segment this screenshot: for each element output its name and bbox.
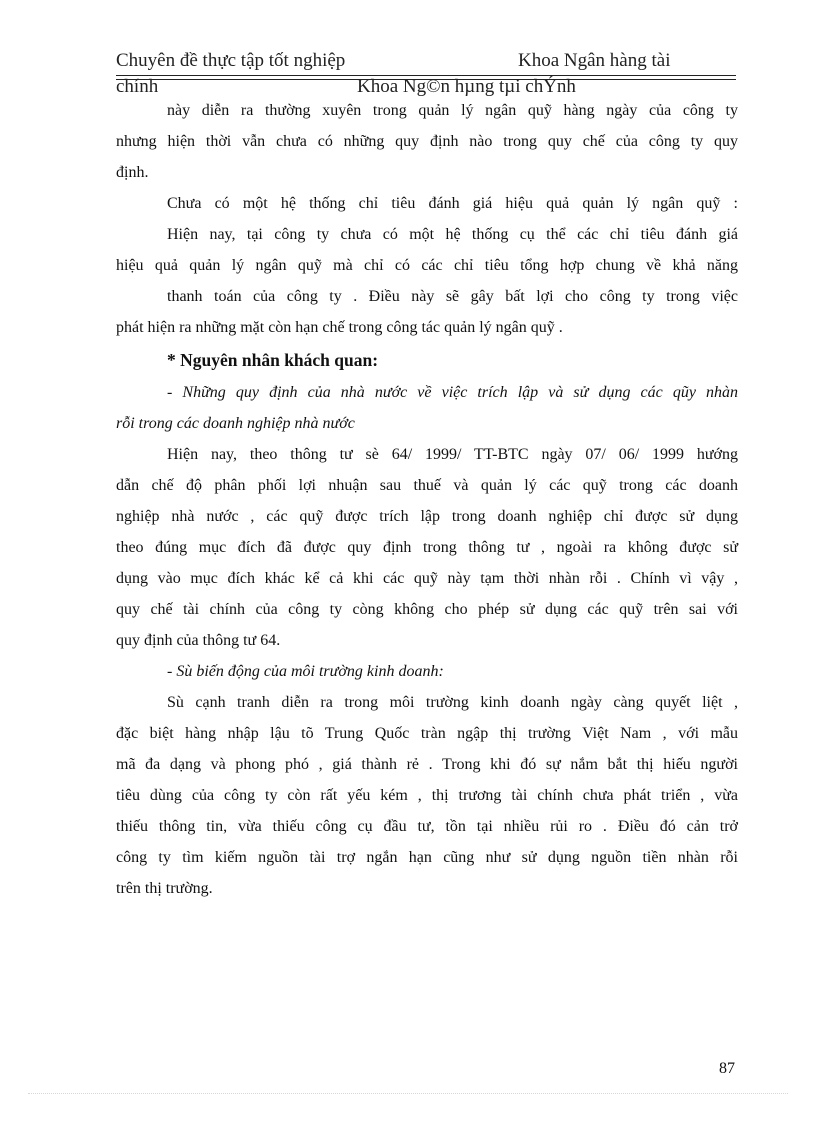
body-line: Sù cạnh tranh diễn ra trong môi trường kinh doanh ngày càng quyết liệt ,	[167, 694, 738, 711]
body-line: đặc biệt hàng nhập lậu tõ Trung Quốc tràn ngập thị trường Việt Nam , với mẫu	[116, 725, 738, 742]
body-line: hiệu quả quản lý ngân quỹ mà chỉ có các chỉ tiêu tổng hợp chung về khả năng	[116, 257, 738, 274]
body-line: thanh toán của công ty . Điều này sẽ gây bất lợi cho công ty trong việc	[167, 288, 738, 305]
document-body	[116, 95, 738, 904]
body-line: công ty tìm kiếm nguồn tài trợ ngắn hạn cũng như sử dụng nguồn tiền nhàn rỗi	[116, 849, 738, 866]
body-line: theo đúng mục đích đã được quy định trong thông tư , ngoài ra không được sử	[116, 539, 738, 556]
body-line: Chưa có một hệ thống chỉ tiêu đánh giá hiệu quả quản lý ngân quỹ :	[167, 195, 738, 212]
body-line: dẫn chế độ phân phối lợi nhuận sau thuế và quản lý các quỹ trong các doanh	[116, 477, 738, 494]
body-line: trên thị trường.	[116, 880, 213, 897]
body-line: quy chế tài chính của công ty còng không cho phép sử dụng các quỹ trên sai với	[116, 601, 738, 618]
page-number: 87	[719, 1060, 735, 1077]
body-line: nghiệp nhà nước , các quỹ được trích lập trong doanh nghiệp chỉ được sử dụng	[116, 508, 738, 525]
body-line: tiêu dùng của công ty còn rất yếu kém , thị trương tài chính chưa phát triển , vừa	[116, 787, 738, 804]
body-line: dụng vào mục đích khác kể cả khi các quỹ này tạm thời nhàn rỗi . Chính vì vậy ,	[116, 570, 738, 587]
header-right-title: Khoa Ngân hàng tài	[518, 50, 671, 71]
body-line: - Những quy định của nhà nước về việc trích lập và sử dụng các qũy nhàn	[167, 384, 738, 401]
header-left-title: Chuyên đề thực tập tốt nghiệp	[116, 50, 346, 71]
body-line: rỗi trong các doanh nghiệp nhà nước	[116, 415, 355, 432]
body-line: - Sù biến động của môi trường kinh doanh:	[167, 663, 444, 680]
section-heading: * Nguyên nhân khách quan:	[167, 350, 379, 370]
body-line: này diễn ra thường xuyên trong quản lý ngân quỹ hàng ngày của công ty	[167, 102, 738, 119]
body-line: thiếu thông tin, vừa thiếu công cụ đầu tư, tồn tại nhiều rủi ro . Điều đó cản trở	[116, 818, 738, 835]
body-line: quy định của thông tư 64.	[116, 632, 281, 649]
body-line: Hiện nay, tại công ty chưa có một hệ thống cụ thể các chỉ tiêu đánh giá	[167, 226, 738, 243]
page-bottom-divider	[28, 1093, 788, 1094]
header-continuation: chính	[116, 76, 159, 97]
body-line: nhưng hiện thời vẫn chưa có những quy định nào trong quy chế của công ty quy	[116, 133, 738, 150]
body-line: mã đa dạng và phong phó , giá thành rẻ . Trong khi đó sự nắm bắt thị hiếu người	[116, 756, 738, 773]
body-line: định.	[116, 164, 149, 181]
body-line: phát hiện ra những mặt còn hạn chế trong công tác quản lý ngân quỹ .	[116, 319, 563, 336]
header-garbled-text: Khoa Ng©n hµng tµi chÝnh	[357, 76, 576, 97]
body-line: Hiện nay, theo thông tư sè 64/ 1999/ TT-BTC ngày 07/ 06/ 1999 hướng	[167, 446, 738, 463]
